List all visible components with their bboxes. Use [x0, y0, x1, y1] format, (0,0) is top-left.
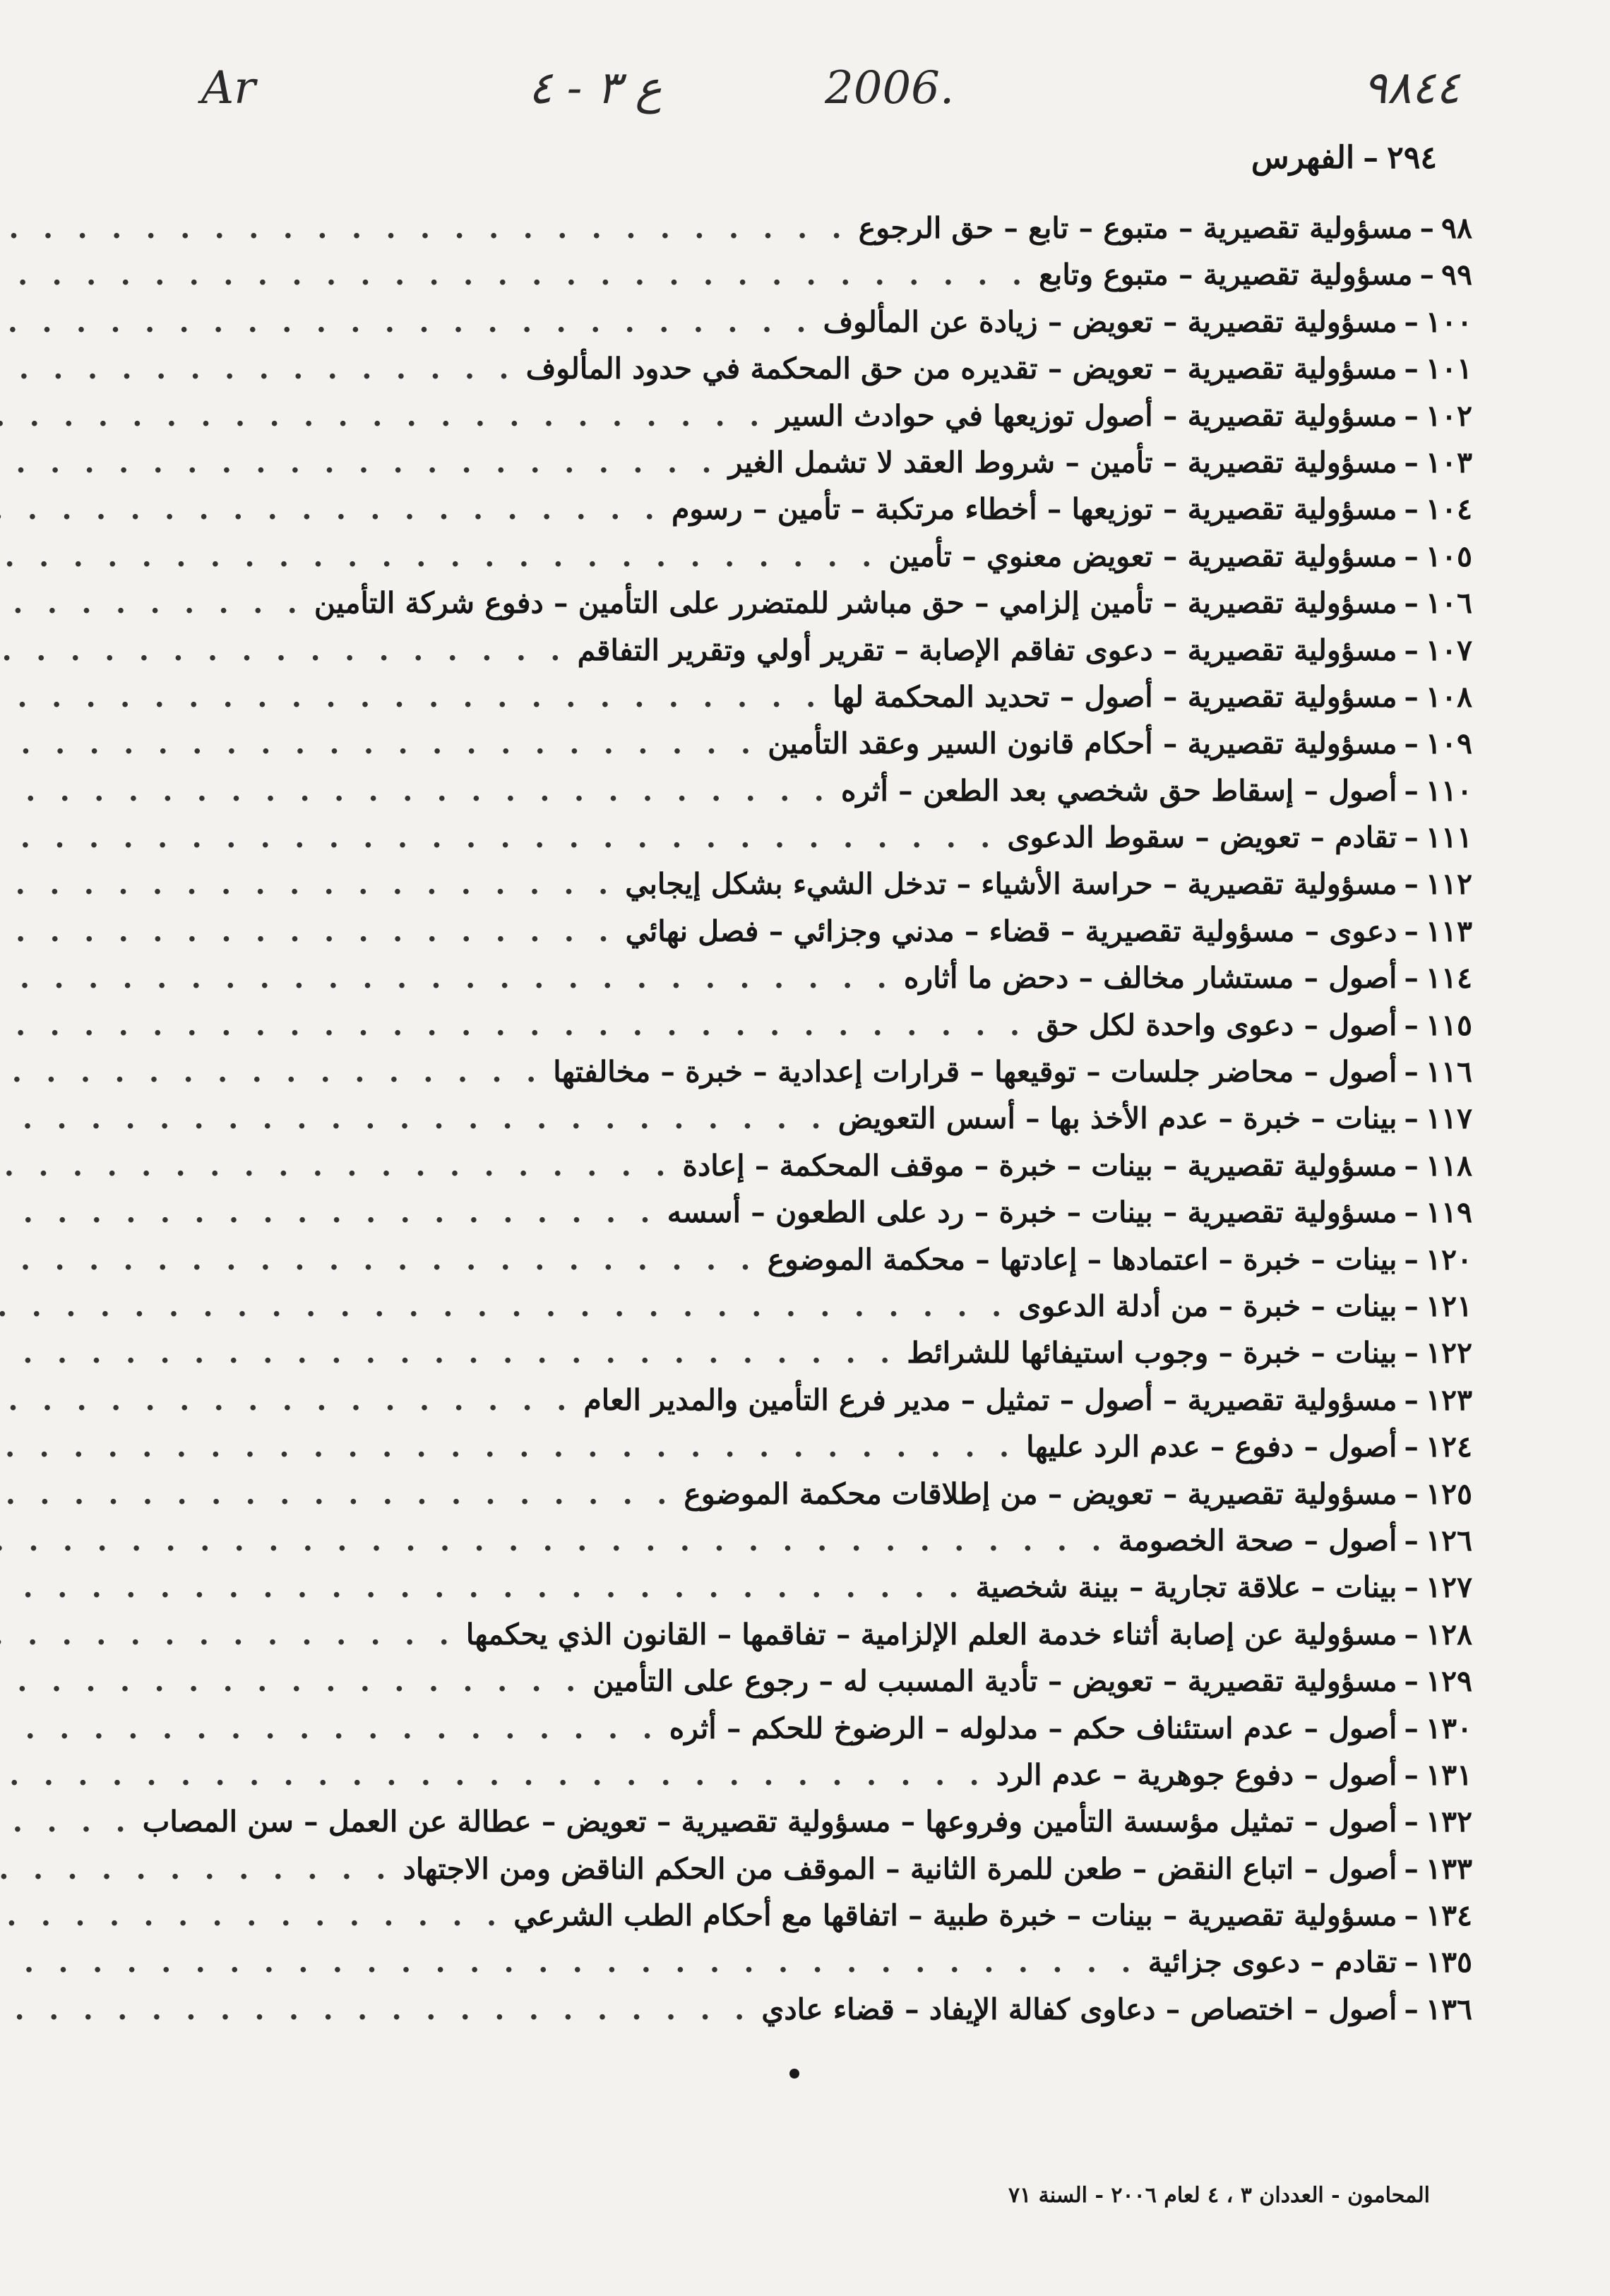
index-entry: [78, 393, 1472, 439]
entry-number: ١١٠: [1425, 773, 1472, 808]
dot-leader: [0, 1423, 1026, 1470]
index-list: [78, 205, 1472, 2033]
index-entry: [78, 767, 1472, 814]
entry-dash: –: [1404, 1288, 1419, 1323]
index-entry: [78, 814, 1472, 861]
entry-number: ١٠٣: [1425, 445, 1472, 479]
entry-dash: –: [1404, 961, 1419, 995]
entry-dash: –: [1404, 445, 1419, 479]
dot-leader: [0, 439, 729, 486]
dot-leader: [0, 299, 823, 345]
dot-leader: [0, 1986, 761, 2033]
entry-number: ١٠١: [1425, 352, 1472, 386]
dot-leader: [0, 720, 768, 767]
entry-number: ١٣٥: [1425, 1945, 1472, 1980]
dot-leader: [0, 814, 1007, 861]
index-entry: [78, 251, 1472, 298]
dot-leader: [0, 1939, 1148, 1985]
entry-title: أصول – محاضر جلسات – توقيعها – قرارات إعدادية – خبرة – مخالفتها: [553, 1055, 1397, 1089]
index-entry: [78, 1752, 1472, 1798]
index-entry: [78, 205, 1472, 251]
index-entry: [78, 1611, 1472, 1658]
entry-title: أصول – دعوى واحدة لكل حق: [1037, 1008, 1397, 1042]
entry-dash: –: [1419, 211, 1434, 245]
entry-dash: –: [1404, 1570, 1419, 1605]
entry-dash: –: [1404, 586, 1419, 621]
page-number: ٢٩٤: [1387, 140, 1437, 176]
bullet-dot: [789, 2069, 799, 2079]
dot-leader: [0, 1283, 1018, 1329]
entry-title: بينات – خبرة – وجوب استيفائها للشرائط: [907, 1336, 1397, 1370]
dot-leader: [0, 1095, 838, 1142]
dot-leader: [0, 1329, 907, 1376]
dot-leader: [0, 1377, 583, 1423]
index-entry: [78, 580, 1472, 626]
entry-title: أصول – تمثيل مؤسسة التأمين وفروعها – مسؤولية تقصيرية – تعويض – عطالة عن العمل – سن المصاب: [142, 1805, 1397, 1839]
index-entry: [78, 1236, 1472, 1283]
entry-dash: –: [1404, 1101, 1419, 1136]
page-title: الفهرس: [1251, 140, 1355, 176]
entry-number: ١٢٦: [1425, 1523, 1472, 1557]
entry-dash: –: [1404, 1899, 1419, 1933]
index-entry: [78, 1892, 1472, 1939]
entry-number: ١٣٠: [1425, 1711, 1472, 1745]
dot-leader: [0, 345, 526, 392]
entry-number: ١٢٠: [1425, 1242, 1472, 1276]
entry-title: مسؤولية تقصيرية – متبوع – تابع – حق الرجوع: [858, 211, 1413, 245]
dot-leader: [0, 1658, 592, 1704]
dot-leader: [0, 580, 314, 626]
entry-number: ١١١: [1425, 820, 1472, 855]
dot-leader: [0, 251, 1039, 298]
entry-dash: –: [1404, 1523, 1419, 1557]
entry-number: ١٠٧: [1425, 633, 1472, 667]
index-entry: [78, 861, 1472, 907]
dot-leader: [0, 533, 888, 580]
entry-title: تقادم – دعوى جزائية: [1147, 1945, 1397, 1980]
entry-title: أصول – دفوع جوهرية – عدم الرد: [996, 1757, 1397, 1792]
index-entry: [78, 1189, 1472, 1236]
index-entry: [78, 1048, 1472, 1095]
dot-leader: [0, 1846, 403, 1892]
entry-number: ٩٨: [1441, 211, 1472, 245]
index-entry: [78, 1142, 1472, 1189]
entry-title: بينات – خبرة – من أدلة الدعوى: [1018, 1288, 1397, 1323]
index-entry: [78, 1798, 1472, 1845]
entry-number: ١٠٩: [1425, 727, 1472, 761]
entry-title: مسؤولية تقصيرية – متبوع وتابع: [1039, 258, 1413, 292]
dot-leader: [0, 1517, 1119, 1564]
dot-leader: [0, 861, 625, 907]
index-entry: [78, 627, 1472, 674]
entry-dash: –: [1404, 1336, 1419, 1370]
dot-leader: [0, 1705, 669, 1752]
index-entry: [78, 1846, 1472, 1892]
handwritten-lang: Ar: [201, 62, 256, 114]
dot-leader: [0, 1236, 768, 1283]
entry-title: مسؤولية تقصيرية – تعويض – تأدية المسبب له – رجوع على التأمين: [592, 1664, 1397, 1699]
index-entry: [78, 1377, 1472, 1423]
entry-title: أصول – صحة الخصومة: [1118, 1523, 1397, 1557]
entry-dash: –: [1404, 679, 1419, 714]
entry-dash: –: [1404, 727, 1419, 761]
dot-leader: [0, 1611, 466, 1658]
entry-dash: –: [1404, 1476, 1419, 1511]
entry-number: ١٢١: [1425, 1288, 1472, 1323]
index-entry: [78, 1986, 1472, 2033]
entry-title: مسؤولية تقصيرية – أصول – تحديد المحكمة لها: [833, 679, 1397, 714]
entry-number: ١٠٥: [1425, 539, 1472, 573]
index-entry: [78, 1283, 1472, 1329]
entry-title: مسؤولية تقصيرية – بينات – خبرة – رد على الطعون – أسسه: [667, 1195, 1397, 1230]
entry-title: مسؤولية تقصيرية – تعويض معنوي – تأمين: [888, 539, 1397, 573]
entry-dash: –: [1404, 1148, 1419, 1183]
entry-title: مسؤولية تقصيرية – بينات – خبرة – موقف المحكمة – إعادة: [682, 1148, 1397, 1183]
entry-number: ١١٤: [1425, 961, 1472, 995]
entry-title: مسؤولية تقصيرية – بينات – خبرة طبية – اتفاقها مع أحكام الطب الشرعي: [513, 1899, 1397, 1933]
dot-leader: [0, 1142, 683, 1189]
entry-dash: –: [1404, 352, 1419, 386]
index-entry: [78, 720, 1472, 767]
index-entry: [78, 1705, 1472, 1752]
entry-number: ١٢٥: [1425, 1476, 1472, 1511]
entry-number: ١٣٦: [1425, 1992, 1472, 2026]
index-entry: [78, 1658, 1472, 1704]
index-entry: [78, 299, 1472, 345]
entry-number: ١٢٢: [1425, 1336, 1472, 1370]
dot-leader: [0, 1048, 553, 1095]
index-entry: [78, 1095, 1472, 1142]
entry-number: ١٣٢: [1425, 1805, 1472, 1839]
entry-title: تقادم – تعويض – سقوط الدعوى: [1007, 820, 1397, 855]
entry-number: ١٢٨: [1425, 1617, 1472, 1651]
index-entry: [78, 345, 1472, 392]
index-entry: [78, 1329, 1472, 1376]
entry-number: ١٣٣: [1425, 1851, 1472, 1886]
entry-number: ١٠٤: [1425, 492, 1472, 527]
entry-dash: –: [1404, 914, 1419, 948]
entry-number: ١١٥: [1425, 1008, 1472, 1042]
entry-dash: –: [1404, 1711, 1419, 1745]
header-separator: –: [1363, 140, 1379, 176]
entry-number: ١١٩: [1425, 1195, 1472, 1230]
index-entry: [78, 1564, 1472, 1610]
entry-title: مسؤولية تقصيرية – تأمين إلزامي – حق مباشر للمتضرر على التأمين – دفوع شركة التأمين: [314, 586, 1397, 621]
entry-dash: –: [1404, 1195, 1419, 1230]
entry-title: أصول – اتباع النقض – طعن للمرة الثانية – الموقف من الحكم الناقض ومن الاجتهاد: [402, 1851, 1397, 1886]
entry-title: أصول – دفوع – عدم الرد عليها: [1026, 1430, 1397, 1464]
dot-leader: [0, 1471, 684, 1517]
entry-dash: –: [1404, 1242, 1419, 1276]
dot-leader: [0, 1798, 143, 1845]
entry-title: أصول – مستشار مخالف – دحض ما أثاره: [903, 961, 1397, 995]
entry-number: ١١٧: [1425, 1101, 1472, 1136]
entry-number: ١١٣: [1425, 914, 1472, 948]
entry-dash: –: [1404, 1055, 1419, 1089]
entry-number: ١٣١: [1425, 1757, 1472, 1792]
entry-dash: –: [1404, 492, 1419, 527]
entry-dash: –: [1404, 773, 1419, 808]
handwritten-year: 2006.: [825, 62, 955, 114]
index-entry: [78, 439, 1472, 486]
entry-dash: –: [1404, 1664, 1419, 1699]
handwritten-volume: ع ٣ - ٤: [528, 62, 662, 114]
entry-title: مسؤولية تقصيرية – أحكام قانون السير وعقد التأمين: [768, 727, 1397, 761]
entry-number: ٩٩: [1441, 258, 1472, 292]
entry-dash: –: [1404, 539, 1419, 573]
index-entry: [78, 1002, 1472, 1048]
entry-dash: –: [1404, 1430, 1419, 1464]
entry-dash: –: [1404, 867, 1419, 902]
entry-title: مسؤولية تقصيرية – أصول – تمثيل – مدير فرع التأمين والمدير العام: [583, 1382, 1397, 1417]
entry-title: بينات – علاقة تجارية – بينة شخصية: [975, 1570, 1397, 1605]
index-entry: [78, 486, 1472, 532]
entry-title: أصول – اختصاص – دعاوى كفالة الإيفاد – قضاء عادي: [761, 1992, 1397, 2026]
dot-leader: [0, 674, 833, 720]
entry-title: مسؤولية تقصيرية – دعوى تفاقم الإصابة – تقرير أولي وتقرير التفاقم: [577, 633, 1397, 667]
entry-dash: –: [1419, 258, 1434, 292]
dot-leader: [0, 767, 841, 814]
entry-title: مسؤولية تقصيرية – توزيعها – أخطاء مرتكبة – تأمين – رسوم: [671, 492, 1397, 527]
entry-number: ١٢٣: [1425, 1382, 1472, 1417]
entry-title: مسؤولية تقصيرية – حراسة الأشياء – تدخل الشيء بشكل إيجابي: [625, 867, 1397, 902]
entry-number: ١٠٠: [1425, 304, 1472, 339]
page-header: [1251, 140, 1437, 176]
entry-number: ١١٦: [1425, 1055, 1472, 1089]
index-entry: [78, 533, 1472, 580]
dot-leader: [0, 1752, 996, 1798]
dot-leader: [0, 908, 626, 955]
entry-title: بينات – خبرة – عدم الأخذ بها – أسس التعويض: [837, 1101, 1397, 1136]
index-entry: [78, 1939, 1472, 1985]
entry-number: ١٠٨: [1425, 679, 1472, 714]
dot-leader: [0, 1189, 667, 1236]
handwritten-code: ٩٨٤٤: [1363, 62, 1460, 114]
entry-dash: –: [1404, 1617, 1419, 1651]
entry-dash: –: [1404, 1008, 1419, 1042]
entry-dash: –: [1404, 398, 1419, 433]
entry-number: ١١٢: [1425, 867, 1472, 902]
dot-leader: [0, 393, 776, 439]
entry-dash: –: [1404, 1805, 1419, 1839]
entry-title: مسؤولية تقصيرية – أصول توزيعها في حوادث السير: [776, 398, 1397, 433]
index-entry: [78, 674, 1472, 720]
dot-leader: [0, 1564, 976, 1610]
entry-dash: –: [1404, 1945, 1419, 1980]
page-footer: المحامون - العددان ٣ ، ٤ لعام ٢٠٠٦ - السنة ٧١: [1008, 2183, 1430, 2208]
index-entry: [78, 1471, 1472, 1517]
entry-title: أصول – إسقاط حق شخصي بعد الطعن – أثره: [840, 773, 1397, 808]
entry-title: مسؤولية تقصيرية – تعويض – تقديره من حق المحكمة في حدود المألوف: [525, 352, 1397, 386]
entry-dash: –: [1404, 1757, 1419, 1792]
entry-number: ١٠٦: [1425, 586, 1472, 621]
dot-leader: [0, 627, 578, 674]
entry-dash: –: [1404, 1382, 1419, 1417]
dot-leader: [0, 205, 859, 251]
entry-dash: –: [1404, 304, 1419, 339]
index-entry: [78, 955, 1472, 1001]
entry-dash: –: [1404, 1851, 1419, 1886]
entry-number: ١١٨: [1425, 1148, 1472, 1183]
entry-number: ١٢٤: [1425, 1430, 1472, 1464]
entry-title: مسؤولية تقصيرية – تعويض – من إطلاقات محكمة الموضوع: [684, 1476, 1397, 1511]
index-entry: [78, 1517, 1472, 1564]
index-entry: [78, 908, 1472, 955]
entry-dash: –: [1404, 633, 1419, 667]
entry-number: ١٣٤: [1425, 1899, 1472, 1933]
entry-title: بينات – خبرة – اعتمادها – إعادتها – محكمة الموضوع: [767, 1242, 1397, 1276]
dot-leader: [0, 1892, 513, 1939]
dot-leader: [0, 955, 904, 1001]
entry-number: ١٠٢: [1425, 398, 1472, 433]
entry-number: ١٢٩: [1425, 1664, 1472, 1699]
entry-title: مسؤولية تقصيرية – تأمين – شروط العقد لا تشمل الغير: [728, 445, 1397, 479]
entry-title: مسؤولية تقصيرية – تعويض – زيادة عن المألوف: [823, 304, 1397, 339]
dot-leader: [0, 486, 672, 532]
entry-title: مسؤولية عن إصابة أثناء خدمة العلم الإلزامية – تفاقمها – القانون الذي يحكمها: [465, 1617, 1397, 1651]
entry-number: ١٢٧: [1425, 1570, 1472, 1605]
entry-dash: –: [1404, 820, 1419, 855]
entry-title: دعوى – مسؤولية تقصيرية – قضاء – مدني وجزائي – فصل نهائي: [625, 914, 1397, 948]
entry-title: أصول – عدم استئناف حكم – مدلوله – الرضوخ للحكم – أثره: [669, 1711, 1397, 1745]
handwritten-annotations: [0, 62, 1610, 140]
entry-dash: –: [1404, 1992, 1419, 2026]
dot-leader: [0, 1002, 1037, 1048]
index-entry: [78, 1423, 1472, 1470]
